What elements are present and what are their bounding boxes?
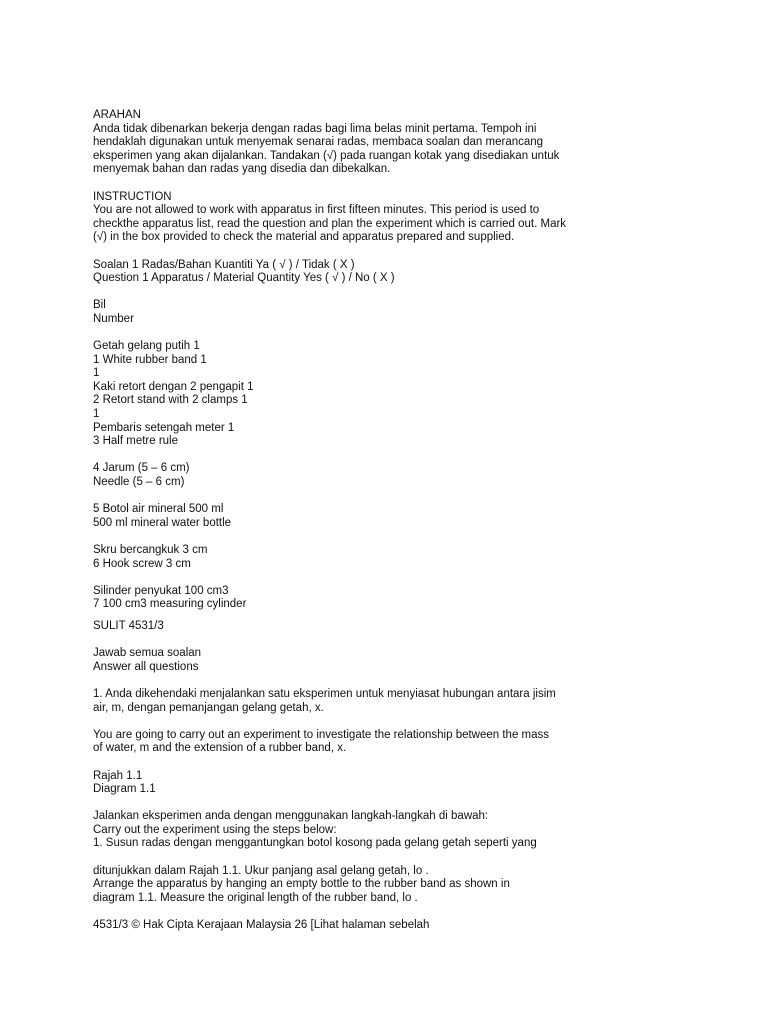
table-header-malay: Soalan 1 Radas/Bahan Kuantiti Ya ( √ ) / Tidak ( X ) — [93, 258, 355, 271]
footer-line: 4531/3 © Hak Cipta Kerajaan Malaysia 26 [Lihat halaman sebelah — [93, 919, 430, 932]
question-line: You are going to carry out an experiment to investigate the relationship between the mass — [93, 728, 550, 741]
sulit-label: SULIT 4531/3 — [93, 619, 164, 632]
heading-instruction: INSTRUCTION — [93, 190, 172, 203]
spacer — [93, 756, 753, 770]
spacer — [93, 634, 753, 648]
paragraph-line: Anda tidak dibenarkan bekerja dengan radas bagi lima belas minit pertama. Tempoh ini — [93, 122, 537, 135]
document-page — [93, 109, 753, 933]
list-item: 1 — [93, 367, 100, 380]
spacer — [93, 449, 753, 463]
spacer — [93, 327, 753, 341]
list-item: Needle (5 – 6 cm) — [93, 476, 185, 489]
spacer — [93, 797, 753, 811]
list-item: Getah gelang putih 1 — [93, 340, 200, 353]
list-item: Silinder penyukat 100 cm3 — [93, 584, 229, 597]
step-line: 1. Susun radas dengan menggantungkan botol kosong pada gelang getah seperti yang — [93, 837, 537, 850]
list-item: 4 Jarum (5 – 6 cm) — [93, 462, 190, 475]
list-item: 5 Botol air mineral 500 ml — [93, 503, 224, 516]
step-line: diagram 1.1. Measure the original length of the rubber band, lo . — [93, 891, 418, 904]
list-item: 2 Retort stand with 2 clamps 1 — [93, 394, 248, 407]
spacer — [93, 715, 753, 729]
table-header-english: Question 1 Apparatus / Material Quantity Yes ( √ ) / No ( X ) — [93, 272, 395, 285]
spacer — [93, 177, 753, 191]
paragraph-line: Jawab semua soalan — [93, 647, 202, 660]
spacer — [93, 674, 753, 688]
list-item: 1 — [93, 408, 100, 421]
question-line: of water, m and the extension of a rubber band, x. — [93, 742, 347, 755]
heading-arahan: ARAHAN — [93, 109, 141, 121]
step-line: Arrange the apparatus by hanging an empty bottle to the rubber band as shown in — [93, 878, 510, 891]
paragraph-line: menyemak bahan dan radas yang disedia dan dibekalkan. — [93, 163, 391, 176]
paragraph-line: (√) in the box provided to check the material and apparatus prepared and supplied. — [93, 231, 515, 244]
list-item: 7 100 cm3 measuring cylinder — [93, 598, 247, 611]
list-item: 3 Half metre rule — [93, 435, 179, 448]
spacer — [93, 530, 753, 544]
paragraph-line: hendaklah digunakan untuk menyemak senarai radas, membaca soalan dan merancang — [93, 136, 544, 149]
column-label-number: Number — [93, 312, 134, 325]
paragraph-line: eksperimen yang akan dijalankan. Tandakan (√) pada ruangan kotak yang disediakan untuk — [93, 149, 560, 162]
list-item: Pembaris setengah meter 1 — [93, 421, 235, 434]
question-line: air, m, dengan pemanjangan gelang getah, x. — [93, 701, 324, 714]
diagram-label: Diagram 1.1 — [93, 783, 156, 796]
list-item: Skru bercangkuk 3 cm — [93, 544, 208, 556]
diagram-label: Rajah 1.1 — [93, 769, 143, 782]
paragraph-line: checkthe apparatus list, read the question and plan the experiment which is carried out. Mark — [93, 217, 567, 230]
spacer — [93, 571, 753, 585]
list-item: Kaki retort dengan 2 pengapit 1 — [93, 380, 254, 393]
spacer — [93, 490, 753, 504]
paragraph-line: You are not allowed to work with apparatus in first fifteen minutes. This period is used to — [93, 204, 540, 217]
step-line: Jalankan eksperimen anda dengan menggunakan langkah-langkah di bawah: — [93, 810, 489, 823]
paragraph-line: Answer all questions — [93, 660, 199, 673]
question-line: 1. Anda dikehendaki menjalankan satu eksperimen untuk menyiasat hubungan antara jisim — [93, 687, 556, 700]
step-line: Carry out the experiment using the steps below: — [93, 823, 337, 836]
step-line: ditunjukkan dalam Rajah 1.1. Ukur panjang asal gelang getah, lo . — [93, 864, 429, 877]
spacer — [93, 245, 753, 259]
list-item: 1 White rubber band 1 — [93, 353, 207, 366]
spacer — [93, 612, 753, 620]
column-label-bil: Bil — [93, 299, 106, 312]
list-item: 6 Hook screw 3 cm — [93, 557, 191, 570]
list-item: 500 ml mineral water bottle — [93, 516, 232, 529]
spacer — [93, 851, 753, 865]
spacer — [93, 905, 753, 919]
spacer — [93, 286, 753, 300]
